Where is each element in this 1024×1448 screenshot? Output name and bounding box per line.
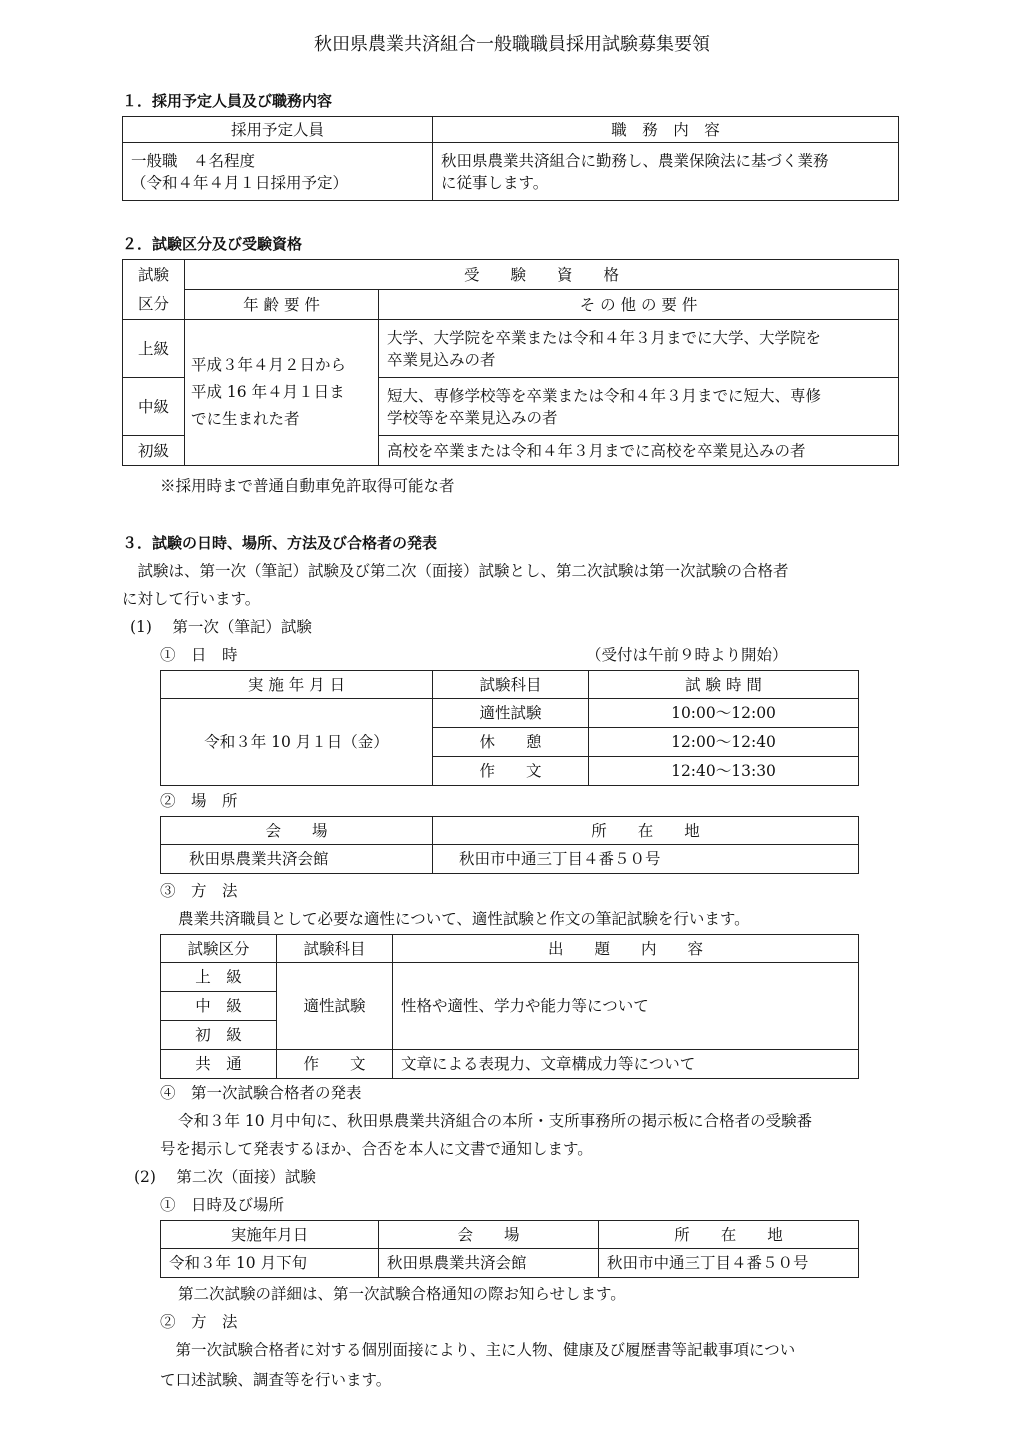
header-subject: 試験科目 [277,935,393,963]
jokyu-line1: 大学、大学院を卒業または令和４年３月までに大学、大学院を [387,328,822,347]
staffing-line2: （令和４年４月１日採用予定） [131,173,349,192]
age-line1: 平成３年４月２日から [191,356,347,374]
jokyu-other-cell [379,320,899,378]
age-line2: 平成 16 年４月１日ま [191,383,345,401]
chukyu-other-cell [379,378,899,436]
first-exam-label: (1) 第一次（筆記）試験 [130,618,312,636]
header-exam-subject: 試験科目 [433,671,589,699]
first-exam-announce-label: ④ 第一次試験合格者の発表 [160,1084,362,1102]
row-jokyu: 上級 [123,320,185,378]
duties-line1: 秋田県農業共済組合に勤務し、農業保険法に基づく業務 [441,151,829,170]
duties-cell [433,143,899,201]
header-second-venue: 会 場 [379,1221,599,1249]
exam-content-table [160,934,859,1079]
kubun-jokyu: 上 級 [161,963,277,992]
staffing-line1: 一般職 ４名程度 [131,151,256,170]
kubun-chukyu: 中 級 [161,992,277,1021]
section3-intro-line1: 試験は、第一次（筆記）試験及び第二次（面接）試験とし、第二次試験は第一次試験の合格者 [122,562,789,580]
row-chukyu: 中級 [123,378,185,436]
subject-aptitude: 適性試験 [433,699,589,728]
second-exam-method-line1: 第一次試験合格者に対する個別面接により、主に人物、健康及び履歴書等記載事項につい [160,1341,796,1359]
subject-break: 休 憩 [433,728,589,757]
subject-aptitude-cell: 適性試験 [277,963,393,1050]
second-address-cell: 秋田市中通三丁目４番５０号 [599,1249,859,1278]
chukyu-line1: 短大、専修学校等を卒業または令和４年３月までに短大、専修 [387,386,822,405]
staffing-table [122,116,899,201]
announce-line1: 令和３年 10 月中旬に、秋田県農業共済組合の本所・支所事務所の掲示板に合格者の受験番 [178,1112,813,1130]
kubun-common: 共 通 [161,1050,277,1079]
shokyu-other-cell: 高校を卒業または令和４年３月までに高校を卒業見込みの者 [379,436,899,466]
content-essay-cell: 文章による表現力、文章構成力等について [393,1050,859,1079]
section3-heading: ３．試験の日時、場所、方法及び合格者の発表 [122,534,438,552]
venue-cell: 秋田県農業共済会館 [161,845,433,874]
header-kubun-top: 試験 [123,260,185,290]
second-exam-method-line2: て口述試験、調査等を行います。 [160,1371,392,1389]
second-date-cell: 令和３年 10 月下旬 [161,1249,379,1278]
section1-heading: １．採用予定人員及び職務内容 [122,92,333,110]
first-exam-schedule-table [160,670,859,786]
first-exam-datetime-label: ① 日 時 [160,646,238,664]
reception-note: （受付は午前９時より開始） [586,646,788,664]
header-second-address: 所 在 地 [599,1221,859,1249]
section2-heading: ２．試験区分及び受験資格 [122,235,303,253]
second-exam-datetime-label: ① 日時及び場所 [160,1196,285,1214]
section3-intro-line2: に対して行います。 [122,590,261,608]
row-shokyu: 初級 [123,436,185,466]
subject-essay: 作 文 [433,757,589,786]
header-other: そ の 他 の 要 件 [379,290,899,320]
header-duties: 職 務 内 容 [433,117,899,143]
first-exam-method-label: ③ 方 法 [160,882,238,900]
header-qualification: 受 験 資 格 [185,260,899,290]
header-second-date: 実施年月日 [161,1221,379,1249]
announce-line2: 号を掲示して発表するほか、合否を本人に文書で通知します。 [160,1140,593,1158]
chukyu-line2: 学校等を卒業見込みの者 [387,408,558,427]
header-kubun: 試験区分 [161,935,277,963]
exam-date-cell: 令和３年 10 月１日（金） [161,699,433,786]
license-note: ※採用時まで普通自動車免許取得可能な者 [160,477,455,495]
duties-line2: に従事します。 [441,173,549,192]
header-kubun-bottom: 区分 [123,290,185,320]
first-exam-method-text: 農業共済職員として必要な適性について、適性試験と作文の筆記試験を行います。 [178,910,750,928]
second-exam-label: (2) 第二次（面接）試験 [134,1168,316,1186]
age-line3: でに生まれた者 [191,410,300,428]
header-exam-time: 試 験 時 間 [589,671,859,699]
time-aptitude: 10:00～12:00 [589,699,859,728]
qualification-table [122,259,899,466]
first-exam-place-label: ② 場 所 [160,792,238,810]
kubun-shokyu: 初 級 [161,1021,277,1050]
staffing-cell [123,143,433,201]
header-content: 出 題 内 容 [393,935,859,963]
first-exam-venue-table [160,816,859,874]
second-exam-detail: 第二次試験の詳細は、第一次試験合格通知の際お知らせします。 [178,1285,626,1303]
second-venue-cell: 秋田県農業共済会館 [379,1249,599,1278]
content-aptitude-cell: 性格や適性、学力や能力等について [393,963,859,1050]
jokyu-line2: 卒業見込みの者 [387,350,496,369]
header-venue: 会 場 [161,817,433,845]
header-age: 年 齢 要 件 [185,290,379,320]
second-exam-method-label: ② 方 法 [160,1313,238,1331]
header-exam-date: 実 施 年 月 日 [161,671,433,699]
time-essay: 12:40～13:30 [589,757,859,786]
address-cell: 秋田市中通三丁目４番５０号 [433,845,859,874]
document-title: 秋田県農業共済組合一般職職員採用試験募集要領 [314,34,710,55]
second-exam-table [160,1220,859,1278]
subject-essay-cell: 作 文 [277,1050,393,1079]
header-address: 所 在 地 [433,817,859,845]
header-staffing: 採用予定人員 [123,117,433,143]
age-requirement-cell [185,320,379,466]
time-break: 12:00～12:40 [589,728,859,757]
